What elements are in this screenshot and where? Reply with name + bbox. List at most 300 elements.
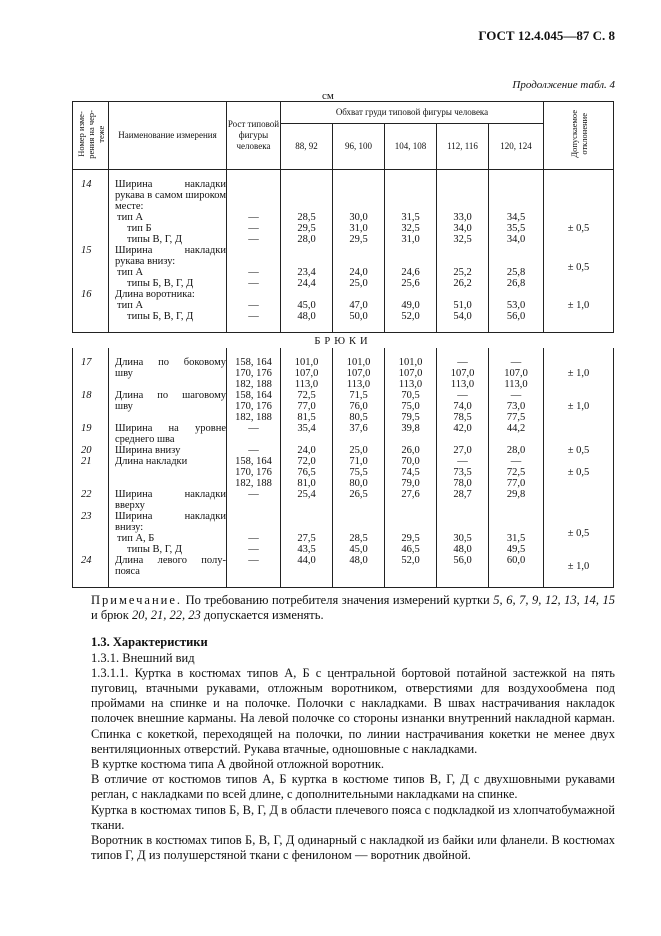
chest-value: 96, 100 [333, 124, 385, 170]
value-column [333, 348, 385, 390]
trouser-rows [73, 348, 614, 588]
header-name: Наименование измерения [109, 102, 227, 170]
value-column [281, 489, 333, 511]
height-value: — [248, 300, 259, 311]
cell-value: 48,0 [297, 311, 316, 322]
measure-number: 16 [73, 289, 109, 333]
tolerance [544, 170, 614, 213]
cell-value: 79,0 [401, 478, 420, 489]
cell-value: 28,5 [297, 212, 316, 223]
subsection-heading: 1.3.1. Внешний вид [91, 650, 195, 665]
cell-value: 28,0 [506, 445, 526, 456]
cell-value [333, 256, 384, 267]
height-value: — [248, 212, 259, 223]
height-value [227, 190, 280, 201]
cell-value: 29,5 [297, 223, 316, 234]
value-column [333, 289, 385, 333]
cell-value: 45,0 [349, 544, 368, 555]
value-column [385, 348, 437, 390]
cell-value: — [457, 390, 468, 401]
cell-value [385, 179, 436, 190]
cell-value: 33,0 [453, 212, 472, 223]
value-column [333, 445, 385, 456]
body-text [91, 593, 615, 863]
tolerance: ± 0,5 [544, 245, 614, 289]
paragraph: Куртка в костюмах типов Б, В, Г, Д в области плечевого пояса с подкладкой из хлопчатобумажной ткани. [91, 802, 615, 832]
cell-value: 48,0 [349, 555, 368, 566]
cell-value: — [510, 456, 522, 467]
cell-value: 78,5 [453, 412, 472, 423]
measure-name-line: Длина накладки [115, 456, 188, 467]
cell-value [489, 190, 543, 201]
cell-value: 35,5 [506, 223, 526, 234]
height-value: 182, 188 [235, 412, 272, 423]
cell-value: 107,0 [294, 368, 319, 379]
measure-name-line: тип А [117, 267, 144, 278]
cell-value: 42,0 [453, 423, 472, 434]
measure-name-line: типы Б, В, Г, Д [127, 311, 194, 322]
value-column [489, 348, 544, 390]
height-value: — [248, 423, 259, 434]
height-value: — [248, 223, 259, 234]
cell-value: 46,5 [401, 544, 420, 555]
height-value: — [248, 267, 259, 278]
cell-value: 113,0 [294, 379, 319, 390]
height-value: — [248, 544, 259, 555]
cell-value [489, 511, 543, 522]
height-value: 182, 188 [235, 379, 272, 390]
cell-value [333, 179, 384, 190]
tolerance: ± 1,0 [544, 390, 614, 423]
measure-name [109, 445, 227, 456]
height-value: 170, 176 [235, 401, 272, 412]
cell-value: — [457, 456, 468, 467]
height-value [227, 289, 280, 300]
measure-name-line: пояса [115, 566, 140, 577]
tolerance [544, 489, 614, 511]
measure-number: 24 [73, 555, 109, 588]
header-number: Номер изме- рения на чер- теже [73, 102, 109, 170]
value-column [437, 445, 489, 456]
value-column [489, 245, 544, 289]
cell-value: 27,5 [297, 533, 316, 544]
value-column [333, 212, 385, 245]
measure-number: 21 [73, 456, 109, 489]
cell-value [281, 566, 332, 577]
cell-value: 79,5 [401, 412, 420, 423]
cell-value: 35,4 [297, 423, 316, 434]
height-value: 158, 164 [235, 390, 272, 401]
cell-value [489, 566, 543, 577]
paragraph: В куртке костюма типа А двойной отложной воротник. [91, 757, 385, 772]
cell-value: 81,5 [297, 412, 316, 423]
height-values [227, 445, 281, 456]
height-values [227, 555, 281, 588]
cell-value: 107,0 [450, 368, 475, 379]
value-column [281, 348, 333, 390]
cell-value [333, 201, 384, 212]
cell-value: 34,0 [453, 223, 472, 234]
height-value: — [248, 278, 259, 289]
cell-value [385, 434, 436, 445]
cell-value [281, 256, 332, 267]
table-row [73, 245, 614, 289]
measurements-table [72, 101, 614, 588]
cell-value: 107,0 [504, 368, 528, 379]
measure-name-line: месте: [115, 201, 144, 212]
cell-value: 29,8 [506, 489, 526, 500]
cell-value [333, 289, 384, 300]
cell-value: 56,0 [453, 555, 472, 566]
cell-value [437, 500, 488, 511]
cell-value: 76,0 [349, 401, 368, 412]
cell-value: 49,0 [401, 300, 420, 311]
cell-value [437, 179, 488, 190]
measure-name-line: шву [115, 401, 133, 412]
cell-value [489, 434, 543, 445]
cell-value [281, 190, 332, 201]
cell-value [281, 245, 332, 256]
table-row [73, 212, 614, 245]
cell-value: 50,0 [349, 311, 368, 322]
measure-name-line: вверху [115, 500, 145, 511]
cell-value: 53,0 [506, 300, 526, 311]
value-column [385, 511, 437, 555]
cell-value [437, 256, 488, 267]
cell-value: 28,0 [297, 234, 316, 245]
cell-value: 44,2 [506, 423, 526, 434]
cell-value: 26,5 [349, 489, 368, 500]
height-values [227, 289, 281, 333]
height-values [227, 170, 281, 213]
height-values [227, 245, 281, 289]
height-values [227, 212, 281, 245]
cell-value [333, 245, 384, 256]
cell-value [281, 500, 332, 511]
cell-value: 48,0 [453, 544, 472, 555]
measure-name [109, 456, 227, 489]
measure-name-line: рукава внизу: [115, 256, 176, 267]
cell-value: 73,0 [506, 401, 526, 412]
tolerance: ± 1,0 [544, 289, 614, 333]
measure-name [109, 212, 227, 245]
cell-value: 74,5 [401, 467, 420, 478]
measure-name-line [109, 412, 226, 423]
value-column [489, 456, 544, 489]
measure-name-line: Длина по шаговому [115, 390, 226, 401]
height-value [227, 256, 280, 267]
tolerance: ± 0,5 [544, 456, 614, 489]
chest-value: 88, 92 [281, 124, 333, 170]
value-column [489, 511, 544, 555]
cell-value: 80,0 [349, 478, 368, 489]
measure-name [109, 489, 227, 511]
cell-value [333, 434, 384, 445]
cell-value [281, 179, 332, 190]
value-column [437, 348, 489, 390]
measure-name-line: тип А [117, 300, 144, 311]
cell-value: 23,4 [297, 267, 316, 278]
cell-value: 32,5 [453, 234, 472, 245]
value-column [333, 555, 385, 588]
height-value: 158, 164 [235, 357, 272, 368]
cell-value [385, 522, 436, 533]
cell-value: 78,0 [453, 478, 472, 489]
cell-value: 60,0 [506, 555, 526, 566]
measure-name-line: Ширина на уровне [115, 423, 226, 434]
cell-value [437, 289, 488, 300]
height-value: — [248, 555, 259, 566]
cell-value [489, 245, 543, 256]
measure-name-line [109, 379, 226, 390]
measure-name-line: тип Б [127, 223, 152, 234]
value-column [333, 390, 385, 423]
measure-number: 14 [73, 170, 109, 213]
header-height: Рост типовой фигуры человека [227, 102, 281, 170]
cell-value [489, 522, 543, 533]
value-column [437, 423, 489, 445]
height-value: 158, 164 [235, 456, 272, 467]
height-values [227, 511, 281, 555]
value-column [437, 245, 489, 289]
measure-number: 19 [73, 423, 109, 445]
cell-value [281, 201, 332, 212]
cell-value [385, 500, 436, 511]
value-column [385, 555, 437, 588]
measure-name [109, 390, 227, 423]
tolerance: ± 0,5 [544, 511, 614, 555]
height-value: — [248, 533, 259, 544]
height-values [227, 456, 281, 489]
cell-value [437, 201, 488, 212]
cell-value [489, 179, 543, 190]
cell-value: 31,5 [506, 533, 526, 544]
measure-name [109, 245, 227, 289]
cell-value: 34,5 [506, 212, 526, 223]
height-value: — [248, 445, 259, 456]
cell-value: 74,0 [453, 401, 472, 412]
cell-value: 52,0 [401, 555, 420, 566]
tolerance: ± 1,0 [544, 555, 614, 588]
header-tolerance: Допускаемое отклонение [544, 102, 614, 170]
cell-value: 75,0 [401, 401, 420, 412]
header-chest: Обхват груди типовой фигуры человека [281, 102, 544, 124]
value-column [489, 423, 544, 445]
cell-value [437, 566, 488, 577]
value-column [333, 456, 385, 489]
cell-value: 31,0 [401, 234, 420, 245]
cell-value [489, 201, 543, 212]
paragraph: В отличие от костюмов типов А, Б куртка в костюме типов В, Г, Д с двухшовными рукавами реглан, с накладками по всей длине, с дополнительными накладками на спинке. [91, 772, 615, 802]
value-column [281, 456, 333, 489]
value-column [489, 289, 544, 333]
table-row [73, 170, 614, 213]
height-value: — [248, 489, 259, 500]
cell-value: 54,0 [453, 311, 472, 322]
cell-value: 34,0 [506, 234, 526, 245]
note: Примечание. По требованию потребителя значения измерений куртки 5, 6, 7, 9, 12, 13, 14, 15 и брюк 20, 21, 22, 23 допускается изменять. [91, 593, 616, 623]
height-values [227, 489, 281, 511]
measure-number: 20 [73, 445, 109, 456]
value-column [385, 489, 437, 511]
value-column [385, 390, 437, 423]
cell-value [385, 289, 436, 300]
cell-value: 101,0 [346, 357, 371, 368]
cell-value: 73,5 [453, 467, 472, 478]
value-column [437, 390, 489, 423]
paragraph: 1.3.1.1. Куртка в костюмах типов А, Б с центральной бортовой потайной застежкой на пять пуговиц, втачными рукавами, отложным воротником, отверстиями для воздухообмена под проймами на спинке и на полочке. Полочки с накладками. В швах настрачивания накладок полочек внешние карманы. На левой полочке со стороны изнанки внутренний накладной карман. Спинка с кокеткой, переходящей на полочки, по линии настрачивания кокетки не менее двух вентиляционных отверстий. Рукава втачные, одношовные с накладками. [91, 665, 615, 756]
value-column [333, 511, 385, 555]
cell-value: 25,0 [349, 445, 368, 456]
height-value [227, 434, 280, 445]
tolerance: ± 0,5 [544, 212, 614, 245]
measure-number: 23 [73, 511, 109, 555]
cell-value: 81,0 [297, 478, 316, 489]
cell-value: 77,0 [506, 478, 526, 489]
value-column [437, 289, 489, 333]
cell-value [333, 566, 384, 577]
cell-value: 24,0 [297, 445, 316, 456]
cell-value: 101,0 [294, 357, 319, 368]
cell-value: 72,5 [297, 390, 316, 401]
measure-name-line: Ширина накладки [115, 511, 226, 522]
table-row [73, 511, 614, 555]
cell-value: — [457, 357, 468, 368]
cell-value [489, 256, 543, 267]
section-heading: 1.3. Характеристики [91, 635, 208, 650]
cell-value: 70,0 [401, 456, 420, 467]
cell-value: 27,6 [401, 489, 420, 500]
cell-value: 25,6 [401, 278, 420, 289]
cell-value: 44,0 [297, 555, 316, 566]
measure-name [109, 423, 227, 445]
height-value: 182, 188 [235, 478, 272, 489]
cell-value [385, 201, 436, 212]
cell-value: 75,5 [349, 467, 368, 478]
table-row [73, 289, 614, 333]
cell-value: 113,0 [398, 379, 423, 390]
value-column [385, 423, 437, 445]
cell-value: 51,0 [453, 300, 472, 311]
value-column [489, 170, 544, 213]
cell-value: 52,0 [401, 311, 420, 322]
table-row [73, 348, 614, 390]
cell-value: 30,0 [349, 212, 368, 223]
measure-name [109, 348, 227, 390]
measure-name [109, 555, 227, 588]
cell-value: 45,0 [297, 300, 316, 311]
cell-value: 25,8 [506, 267, 526, 278]
table-row [73, 489, 614, 511]
value-column [281, 445, 333, 456]
value-column [281, 289, 333, 333]
value-column [385, 212, 437, 245]
chest-value: 120, 124 [489, 124, 544, 170]
cell-value [437, 511, 488, 522]
height-value: 170, 176 [235, 368, 272, 379]
cell-value: 26,8 [506, 278, 526, 289]
cell-value: 56,0 [506, 311, 526, 322]
measure-name-line: типы Б, В, Г, Д [127, 278, 194, 289]
cell-value [333, 511, 384, 522]
cell-value [437, 522, 488, 533]
cell-value: 26,2 [453, 278, 472, 289]
cell-value [385, 511, 436, 522]
cell-value: 24,4 [297, 278, 316, 289]
measure-name-line: Длина воротника: [115, 289, 195, 300]
cell-value: 77,0 [297, 401, 316, 412]
value-column [333, 245, 385, 289]
cell-value: 113,0 [504, 379, 528, 390]
cell-value: 71,0 [349, 456, 368, 467]
cell-value: 29,5 [349, 234, 368, 245]
measure-name-line: Ширина накладки [115, 489, 226, 500]
unit-label: см [322, 90, 334, 102]
height-values [227, 390, 281, 423]
measure-name-line: тип А [117, 212, 144, 223]
value-column [489, 445, 544, 456]
measure-number: 22 [73, 489, 109, 511]
value-column [385, 456, 437, 489]
measure-name [109, 511, 227, 555]
measure-name-line: тип А, Б [117, 533, 155, 544]
value-column [489, 489, 544, 511]
height-value: — [248, 311, 259, 322]
page-header: ГОСТ 12.4.045—87 С. 8 [478, 28, 615, 43]
cell-value: 30,5 [453, 533, 472, 544]
value-column [333, 489, 385, 511]
cell-value: 80,5 [349, 412, 368, 423]
table-continuation: Продолжение табл. 4 [512, 79, 615, 91]
cell-value: — [510, 357, 522, 368]
cell-value: 28,5 [349, 533, 368, 544]
measure-name-line: типы В, Г, Д [127, 544, 183, 555]
measure-name-line: типы В, Г, Д [127, 234, 183, 245]
value-column [281, 390, 333, 423]
cell-value: 25,0 [349, 278, 368, 289]
height-value [227, 500, 280, 511]
measure-name-line: шву [115, 368, 133, 379]
cell-value [489, 500, 543, 511]
cell-value: 70,5 [401, 390, 420, 401]
section-title-trousers: БРЮКИ [314, 336, 372, 347]
value-column [489, 555, 544, 588]
cell-value: 43,5 [297, 544, 316, 555]
height-value: — [248, 234, 259, 245]
cell-value: 72,5 [506, 467, 526, 478]
cell-value [333, 190, 384, 201]
measure-number: 17 [73, 348, 109, 390]
cell-value: 24,6 [401, 267, 420, 278]
cell-value: 101,0 [398, 357, 423, 368]
value-column [385, 170, 437, 213]
value-column [281, 170, 333, 213]
measure-name-line: среднего шва [115, 434, 175, 445]
height-value [227, 201, 280, 212]
cell-value: 25,2 [453, 267, 472, 278]
table-row [73, 423, 614, 445]
cell-value: — [510, 390, 522, 401]
cell-value: 107,0 [346, 368, 371, 379]
value-column [333, 423, 385, 445]
measure-number: 18 [73, 390, 109, 423]
cell-value [385, 245, 436, 256]
measure-name-line: внизу: [115, 522, 144, 533]
cell-value: 27,0 [453, 445, 472, 456]
cell-value [281, 511, 332, 522]
value-column [437, 212, 489, 245]
measure-name-line: рукава в самом широком [115, 190, 226, 201]
